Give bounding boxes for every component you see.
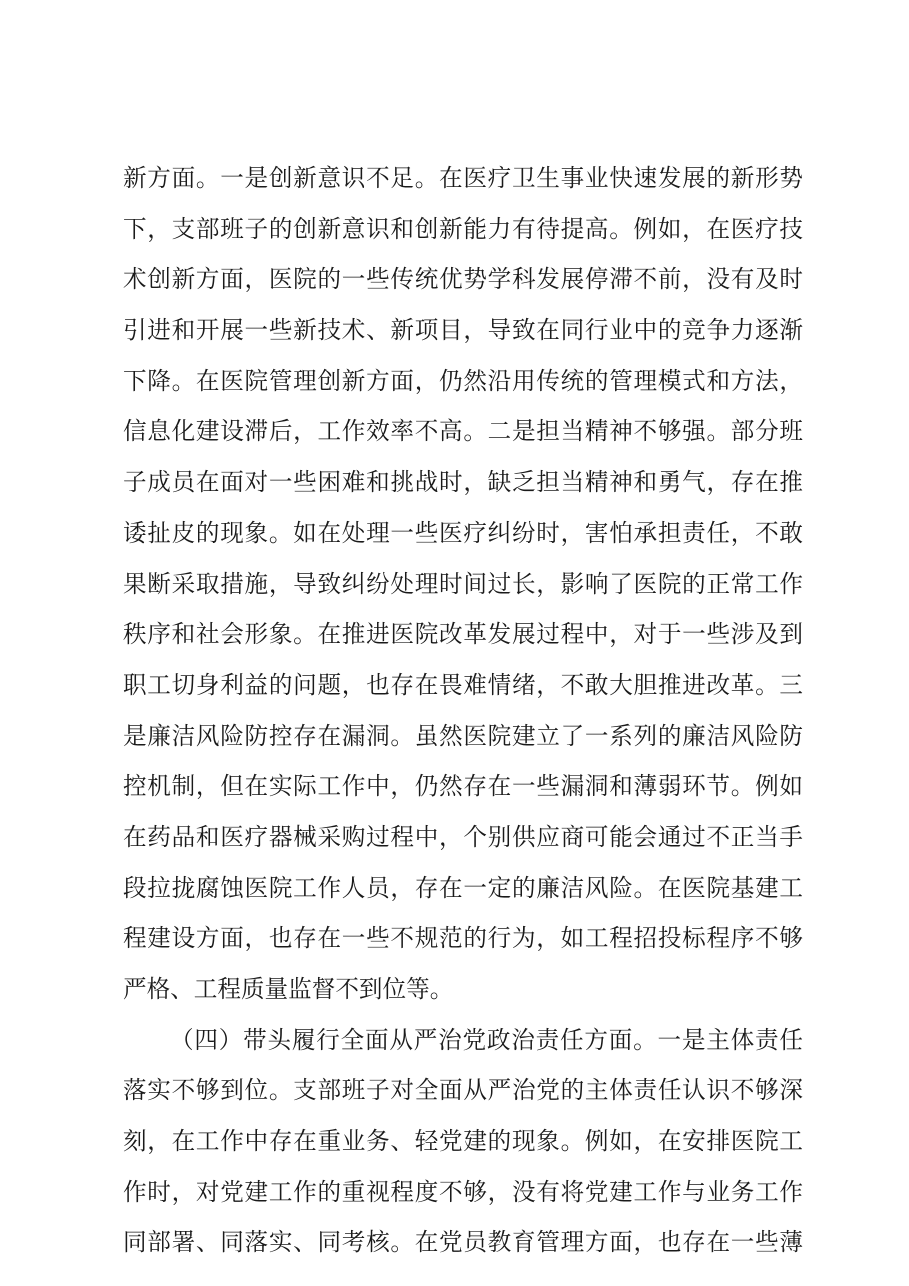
text-line: 同部署、同落实、同考核。在党员教育管理方面，也存在一些薄 bbox=[123, 1228, 803, 1257]
text-line: 程建设方面，也存在一些不规范的行为，如工程招投标程序不够 bbox=[123, 924, 803, 953]
text-line: 新方面。一是创新意识不足。在医疗卫生事业快速发展的新形势 bbox=[123, 164, 803, 192]
text-line: 引进和开展一些新技术、新项目，导致在同行业中的竞争力逐渐 bbox=[123, 316, 803, 345]
text-line: 果断采取措施，导致纠纷处理时间过长，影响了医院的正常工作 bbox=[123, 569, 803, 598]
text-line: 信息化建设滞后，工作效率不高。二是担当精神不够强。部分班 bbox=[123, 417, 803, 446]
text-line: 控机制，但在实际工作中，仍然存在一些漏洞和薄弱环节。例如 bbox=[123, 772, 803, 801]
text-line: 术创新方面，医院的一些传统优势学科发展停滞不前，没有及时 bbox=[123, 265, 803, 294]
text-line: 子成员在面对一些困难和挑战时，缺乏担当精神和勇气，存在推 bbox=[123, 468, 803, 497]
section-heading-line: （四）带头履行全面从严治党政治责任方面。一是主体责任 bbox=[170, 1025, 803, 1054]
text-line: 职工切身利益的问题，也存在畏难情绪，不敢大胆推进改革。三 bbox=[123, 670, 803, 699]
text-line: 在药品和医疗器械采购过程中，个别供应商可能会通过不正当手 bbox=[123, 822, 803, 851]
text-line: 落实不够到位。支部班子对全面从严治党的主体责任认识不够深 bbox=[123, 1076, 803, 1105]
text-line: 诿扯皮的现象。如在处理一些医疗纠纷时，害怕承担责任，不敢 bbox=[123, 518, 803, 547]
document-body bbox=[123, 153, 803, 1268]
text-line: 段拉拢腐蚀医院工作人员，存在一定的廉洁风险。在医院基建工 bbox=[123, 873, 803, 902]
paragraph-end-line: 严格、工程质量监督不到位等。 bbox=[123, 975, 454, 1003]
text-line: 刻，在工作中存在重业务、轻党建的现象。例如，在安排医院工 bbox=[123, 1127, 803, 1156]
text-line: 是廉洁风险防控存在漏洞。虽然医院建立了一系列的廉洁风险防 bbox=[123, 721, 803, 750]
text-line: 作时，对党建工作的重视程度不够，没有将党建工作与业务工作 bbox=[123, 1177, 803, 1206]
text-line: 下降。在医院管理创新方面，仍然沿用传统的管理模式和方法， bbox=[123, 366, 803, 395]
text-line: 下，支部班子的创新意识和创新能力有待提高。例如，在医疗技 bbox=[123, 214, 803, 243]
text-line: 秩序和社会形象。在推进医院改革发展过程中，对于一些涉及到 bbox=[123, 620, 803, 649]
